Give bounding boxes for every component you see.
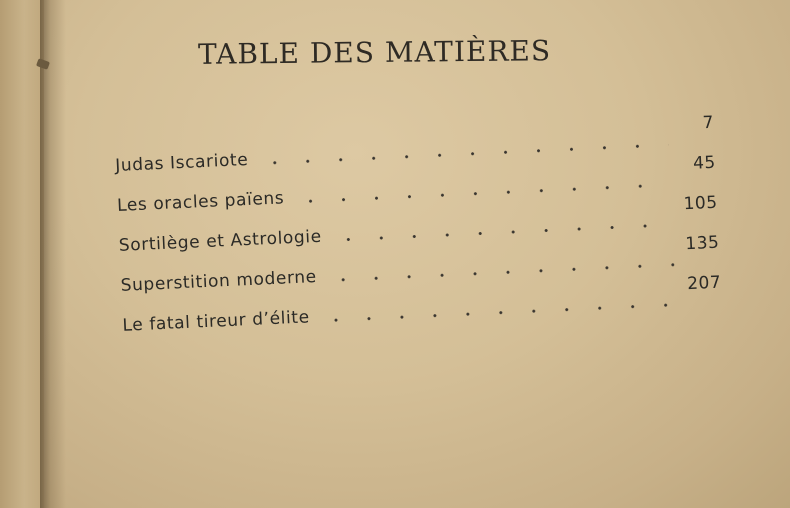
toc-entry-title: Judas Iscariote [114,149,249,176]
toc-entry-page: 207 [686,272,722,295]
page-title: TABLE DES MATIÈRES [197,34,552,71]
toc-entry-page: 45 [692,152,717,174]
toc-entry-page: 7 [702,112,715,134]
toc-entry-page: 135 [685,232,720,255]
toc-entry-title: Les oracles païens [116,188,285,216]
toc-entry-title: Sortilège et Astrologie [118,226,323,256]
toc-entry-title: Le fatal tireur d’élite [122,307,311,336]
toc-entry-page: 105 [683,192,719,215]
dot-leader [294,183,670,204]
dot-leader [258,143,669,166]
dot-leader [332,223,673,242]
dot-leader [320,303,677,323]
dot-leader [327,263,675,283]
toc-entry-title: Superstition moderne [120,266,318,296]
